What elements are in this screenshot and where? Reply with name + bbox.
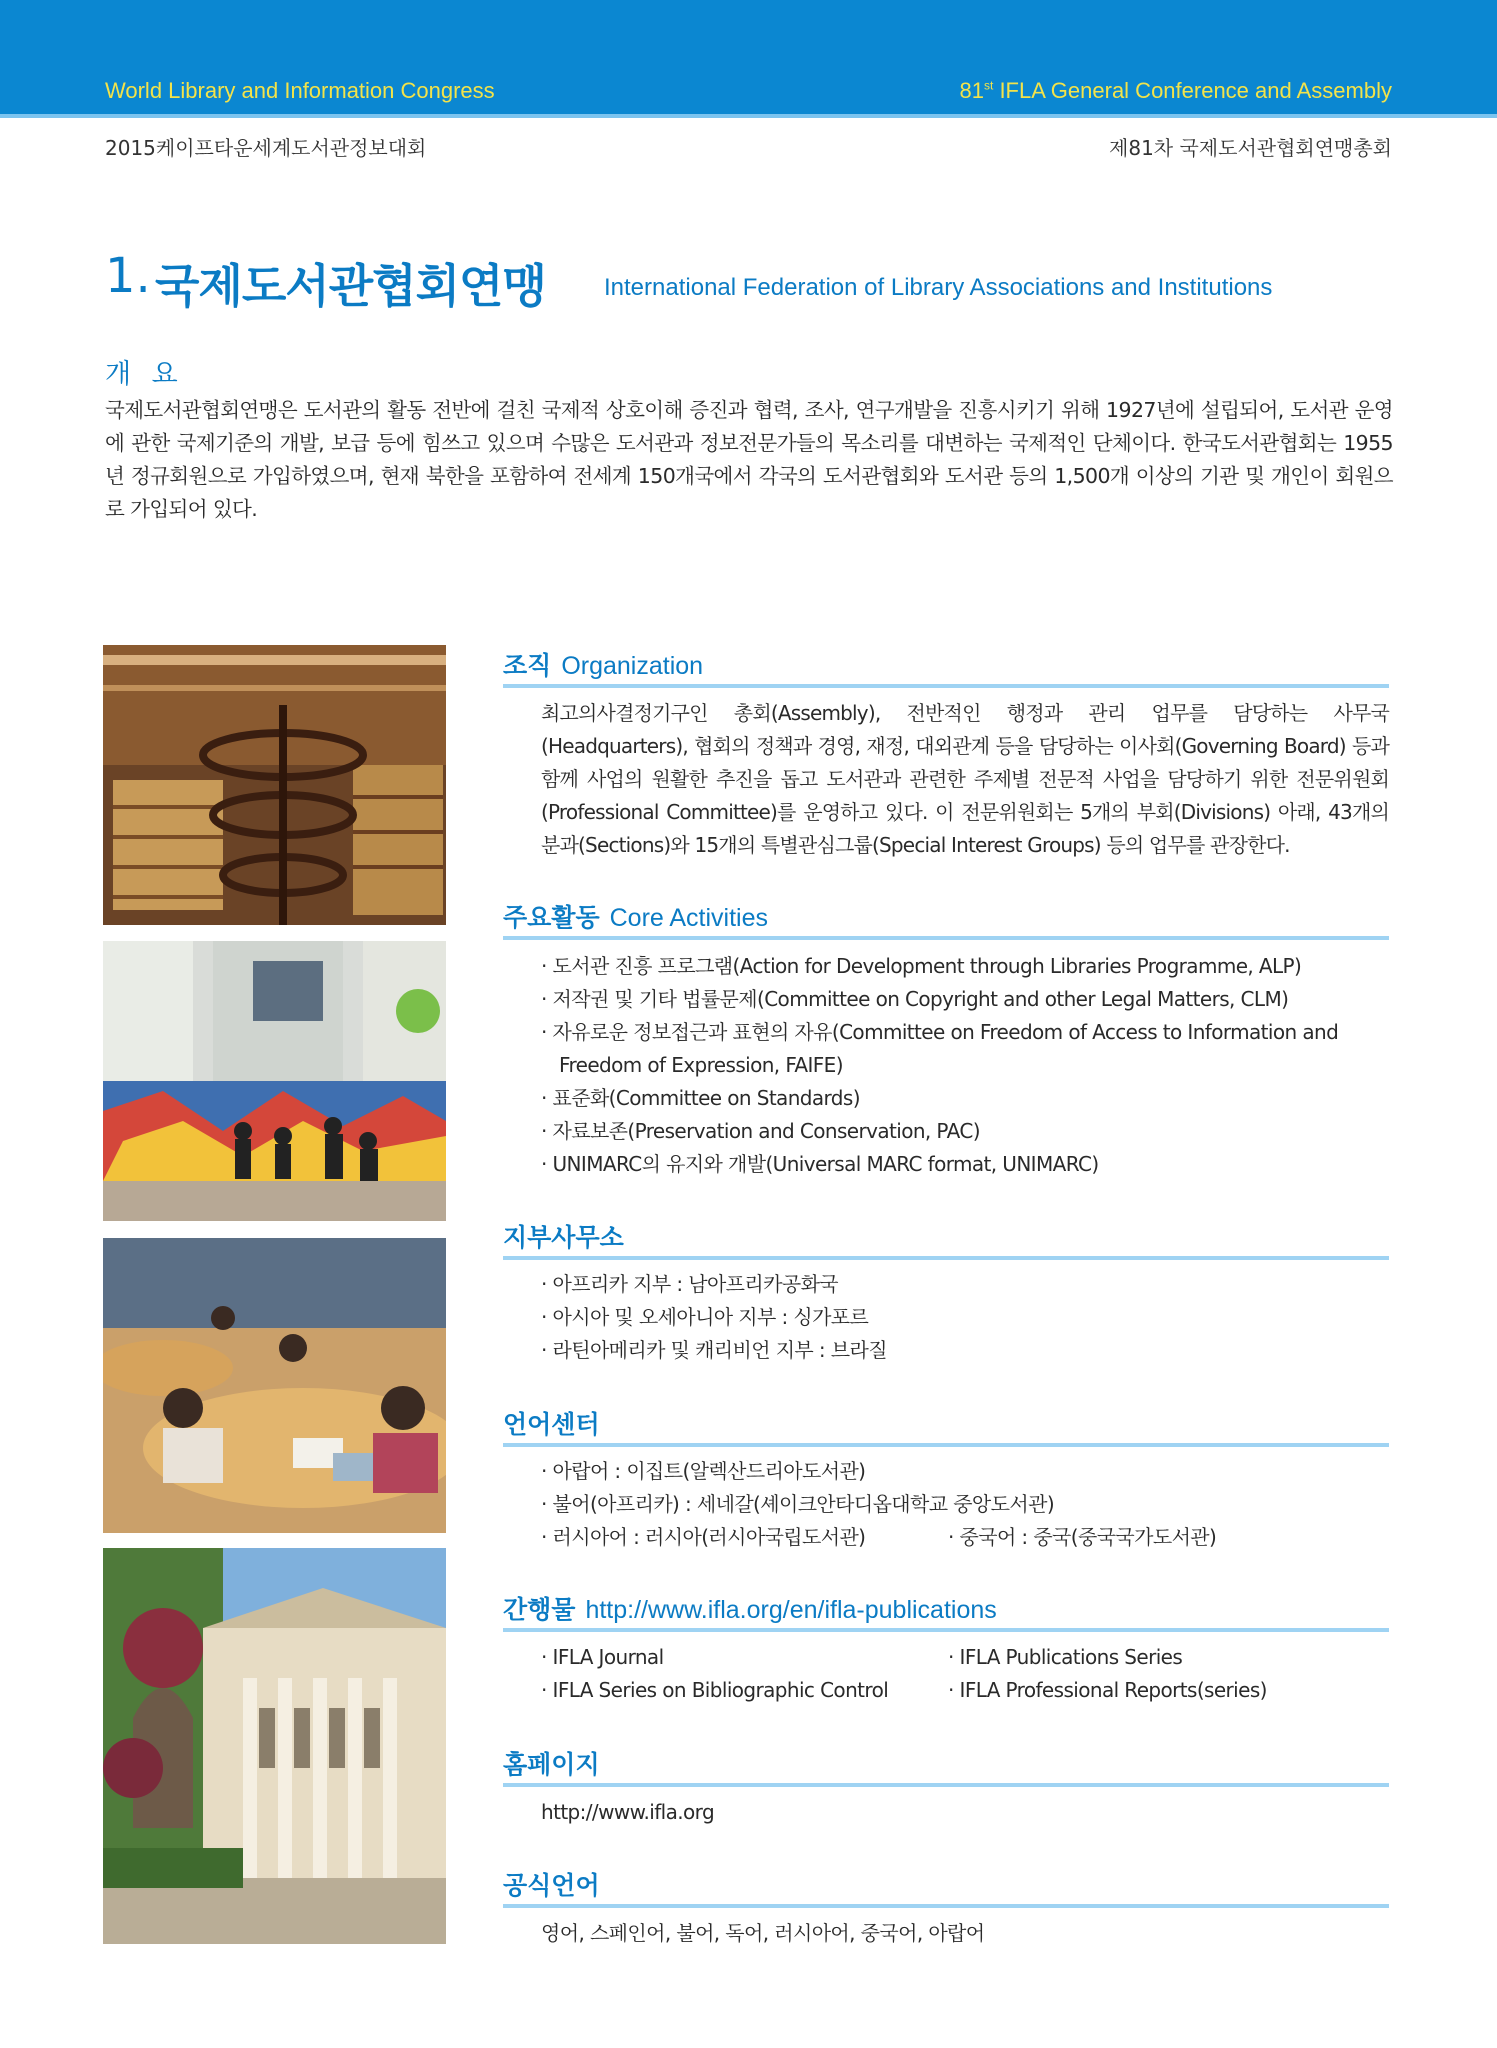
list-item: · 자유로운 정보접근과 표현의 자유(Committee on Freedom of Access to Information and (541, 1016, 1389, 1049)
list-item: · 라틴아메리카 및 캐리비언 지부 : 브라질 (541, 1334, 1389, 1367)
language-centers-rule (503, 1443, 1389, 1447)
core-activities-list (541, 950, 1389, 1181)
header-congress-name-ko: 2015케이프타운세계도서관정보대회 (105, 136, 427, 160)
list-item: · IFLA Professional Reports(series) (948, 1674, 1267, 1707)
official-languages-heading: 공식언어 (503, 1871, 600, 1900)
publications-rule (503, 1628, 1389, 1632)
list-item: · 아랍어 : 이집트(알렉산드리아도서관) (541, 1455, 1389, 1488)
publications-list (541, 1641, 1389, 1707)
official-languages-body: 영어, 스페인어, 불어, 독어, 러시아어, 중국어, 아랍어 (541, 1921, 985, 1945)
header-conference-name-ko: 제81차 국제도서관협회연맹총회 (1109, 136, 1392, 160)
publications-heading: 간행물 http://www.ifla.org/en/ifla-publications (503, 1595, 997, 1624)
homepage-link[interactable]: http://www.ifla.org (541, 1800, 715, 1824)
students-studying-photo (103, 1238, 446, 1533)
list-item: · IFLA Journal (541, 1645, 664, 1669)
overview-heading: 개 요 (105, 359, 184, 390)
list-item: · IFLA Series on Bibliographic Control (541, 1678, 888, 1702)
list-item-continuation: Freedom of Expression, FAIFE) (559, 1053, 843, 1077)
list-item: · 불어(아프리카) : 세네갈(셰이크안타디옵대학교 중앙도서관) (541, 1488, 1389, 1521)
list-item: · 아시아 및 오세아니아 지부 : 싱가포르 (541, 1301, 1389, 1334)
page-title-en: International Federation of Library Associations and Institutions (604, 274, 1273, 301)
page-title: 국제도서관협회연맹 (155, 259, 546, 313)
list-item: · 중국어 : 중국(중국국가도서관) (948, 1521, 1216, 1554)
language-centers-list (541, 1455, 1389, 1554)
section-number: 1. (105, 248, 151, 304)
list-item: · 저작권 및 기타 법률문제(Committee on Copyright and other Legal Matters, CLM) (541, 983, 1389, 1016)
header-divider (0, 114, 1497, 118)
language-centers-heading: 언어센터 (503, 1410, 600, 1439)
header-congress-name: World Library and Information Congress (105, 78, 495, 103)
organization-body: 최고의사결정기구인 총회(Assembly), 전반적인 행정과 관리 업무를 담당하는 사무국(Headquarters), 협회의 정책과 경영, 재정, 대외관계 등을 담당하는 이사회(Governing Board) 등과 함께 사업의 원활한 추진을 돕고 도서관과 관련한 주제별 전문적 사업을 담당하기 위한 전문위원회(Professional Committee)를 운영하고 있다. 이 전문위원회는 5개의 부회(Divisions) 아래, 43개의 분과(Sections)와 15개의 특별관심그룹(Special Interest Groups) 등의 업무를 관장한다. (541, 701, 1389, 857)
header-conference-name: 81st IFLA General Conference and Assembly (959, 78, 1392, 103)
core-activities-heading: 주요활동 Core Activities (503, 903, 768, 932)
official-languages-rule (503, 1904, 1389, 1908)
library-interior-photo (103, 645, 446, 925)
publications-link[interactable]: http://www.ifla.org/en/ifla-publications (585, 1596, 997, 1624)
branches-list (541, 1268, 1389, 1367)
university-building-photo (103, 1548, 446, 1944)
list-item: · 표준화(Committee on Standards) (541, 1082, 1389, 1115)
list-item: · 자료보존(Preservation and Conservation, PAC) (541, 1115, 1389, 1148)
list-item: · 아프리카 지부 : 남아프리카공화국 (541, 1268, 1389, 1301)
list-item: · 러시아어 : 러시아(러시아국립도서관) (541, 1525, 865, 1549)
homepage-rule (503, 1783, 1389, 1787)
list-item: · IFLA Publications Series (948, 1641, 1182, 1674)
students-mural-photo (103, 941, 446, 1221)
overview-body: 국제도서관협회연맹은 도서관의 활동 전반에 걸친 국제적 상호이해 증진과 협력, 조사, 연구개발을 진흥시키기 위해 1927년에 설립되어, 도서관 운영에 관한 국제기준의 개발, 보급 등에 힘쓰고 있으며 수많은 도서관과 정보전문가들의 목소리를 대변하는 국제적인 단체이다. 한국도서관협회는 1955년 정규회원으로 가입하였으며, 현재 북한을 포함하여 전세계 150개국에서 각국의 도서관협회와 도서관 등의 1,500개 이상의 기관 및 개인이 회원으로 가입되어 있다. (105, 398, 1393, 521)
branches-rule (503, 1256, 1389, 1260)
list-item: · UNIMARC의 유지와 개발(Universal MARC format, UNIMARC) (541, 1148, 1389, 1181)
homepage-heading: 홈페이지 (503, 1750, 600, 1779)
core-activities-rule (503, 936, 1389, 940)
organization-heading: 조직 Organization (503, 651, 704, 680)
branches-heading: 지부사무소 (503, 1223, 624, 1252)
organization-rule (503, 684, 1389, 688)
list-item: · 도서관 진흥 프로그램(Action for Development through Libraries Programme, ALP) (541, 950, 1389, 983)
